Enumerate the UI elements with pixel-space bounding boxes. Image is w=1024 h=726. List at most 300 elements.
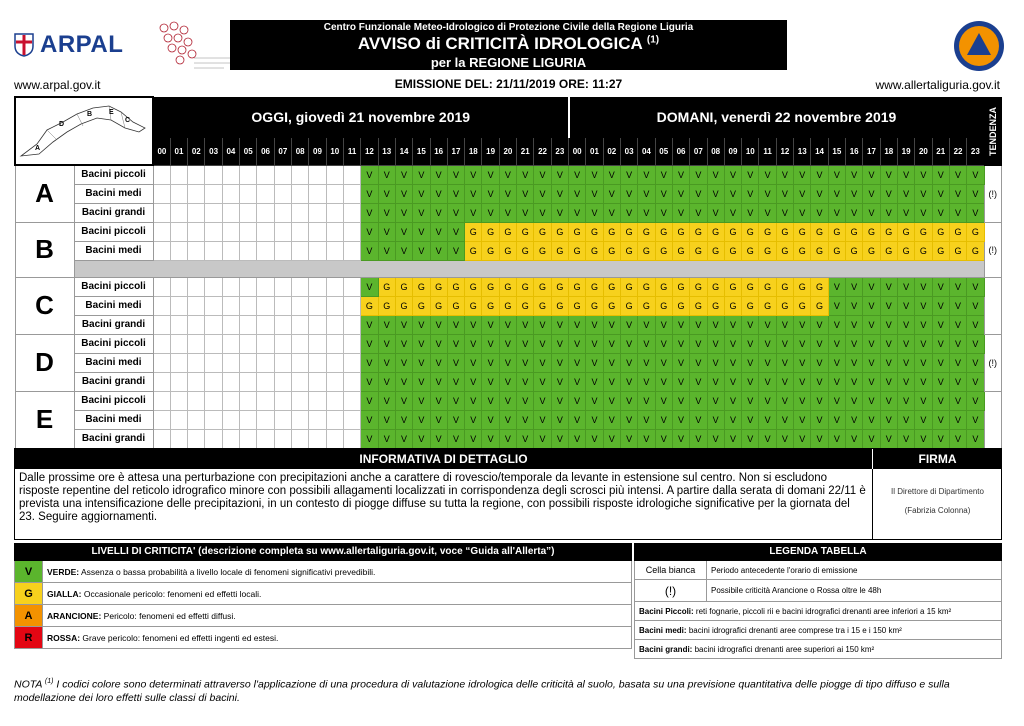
empty-cell xyxy=(326,391,343,410)
green-cell: V xyxy=(534,203,551,222)
green-cell: V xyxy=(690,165,707,184)
yellow-cell: G xyxy=(638,241,655,260)
zone-row xyxy=(15,353,1002,372)
zone-row xyxy=(15,391,1002,410)
table-day-header-row xyxy=(15,97,1002,138)
empty-cell xyxy=(240,296,257,315)
green-cell: V xyxy=(794,391,811,410)
green-cell: V xyxy=(378,315,395,334)
hour-cell: 05 xyxy=(240,138,257,165)
empty-cell xyxy=(222,241,239,260)
green-cell: V xyxy=(465,184,482,203)
hour-cell: 13 xyxy=(378,138,395,165)
empty-cell xyxy=(205,410,222,429)
trend-cell-c xyxy=(984,277,1002,334)
header-line1: Centro Funzionale Meteo-Idrologico di Protezione Civile della Regione Liguria xyxy=(323,22,694,33)
green-cell: V xyxy=(967,184,984,203)
yellow-cell: G xyxy=(638,296,655,315)
map-letter: C xyxy=(125,117,131,124)
green-cell: V xyxy=(811,410,828,429)
green-cell: V xyxy=(949,296,966,315)
green-cell: V xyxy=(378,203,395,222)
green-cell: V xyxy=(447,334,464,353)
empty-cell xyxy=(188,410,205,429)
green-cell: V xyxy=(534,165,551,184)
hour-cell: 13 xyxy=(794,138,811,165)
empty-cell xyxy=(153,222,170,241)
green-cell: V xyxy=(846,203,863,222)
green-cell: V xyxy=(880,334,897,353)
green-cell: V xyxy=(863,184,880,203)
green-cell: V xyxy=(482,353,499,372)
hour-cell: 20 xyxy=(915,138,932,165)
yellow-cell: G xyxy=(638,222,655,241)
yellow-cell: G xyxy=(759,222,776,241)
yellow-cell: G xyxy=(413,277,430,296)
empty-cell xyxy=(222,296,239,315)
green-cell: V xyxy=(794,184,811,203)
green-cell: V xyxy=(378,241,395,260)
green-cell: V xyxy=(395,410,412,429)
green-cell: V xyxy=(499,410,516,429)
green-cell: V xyxy=(776,372,793,391)
yellow-cell: G xyxy=(620,277,637,296)
empty-cell xyxy=(240,372,257,391)
green-cell: V xyxy=(620,334,637,353)
green-cell: V xyxy=(707,353,724,372)
zone-separator-row xyxy=(15,260,1002,277)
yellow-cell: G xyxy=(690,241,707,260)
green-cell: V xyxy=(638,184,655,203)
green-cell: V xyxy=(880,429,897,448)
green-cell: V xyxy=(413,315,430,334)
green-cell: V xyxy=(690,184,707,203)
yellow-cell: G xyxy=(863,241,880,260)
green-cell: V xyxy=(517,372,534,391)
green-cell: V xyxy=(395,334,412,353)
green-cell: V xyxy=(586,165,603,184)
empty-cell xyxy=(170,222,187,241)
green-cell: V xyxy=(655,391,672,410)
legend-row-large xyxy=(634,640,1002,659)
yellow-cell: G xyxy=(517,296,534,315)
green-cell: V xyxy=(413,353,430,372)
green-cell: V xyxy=(724,334,741,353)
yellow-cell: G xyxy=(707,277,724,296)
green-cell: V xyxy=(499,429,516,448)
yellow-cell: G xyxy=(967,222,984,241)
green-cell: V xyxy=(465,410,482,429)
green-cell: V xyxy=(724,372,741,391)
yellow-cell: G xyxy=(499,222,516,241)
empty-cell xyxy=(309,277,326,296)
green-cell: V xyxy=(967,391,984,410)
green-cell: V xyxy=(517,410,534,429)
green-cell: V xyxy=(707,334,724,353)
header-title-box xyxy=(230,20,787,70)
green-cell: V xyxy=(880,203,897,222)
signature-box xyxy=(872,469,1002,540)
liguria-zone-map xyxy=(15,97,153,165)
empty-cell xyxy=(188,296,205,315)
legend-row-medium xyxy=(634,621,1002,640)
green-cell: V xyxy=(932,165,949,184)
green-cell: V xyxy=(897,429,914,448)
empty-cell xyxy=(257,315,274,334)
green-cell: V xyxy=(811,334,828,353)
level-swatch: R xyxy=(15,627,43,648)
empty-cell xyxy=(153,203,170,222)
green-cell: V xyxy=(603,184,620,203)
empty-cell xyxy=(170,241,187,260)
yellow-cell: G xyxy=(690,296,707,315)
green-cell: V xyxy=(447,391,464,410)
legend-key-white: Cella bianca xyxy=(635,561,707,579)
yellow-cell: G xyxy=(742,277,759,296)
arpal-url[interactable]: www.arpal.gov.it xyxy=(14,78,101,92)
green-cell: V xyxy=(915,334,932,353)
yellow-cell: G xyxy=(482,222,499,241)
green-cell: V xyxy=(551,184,568,203)
basin-label: Bacini piccoli xyxy=(74,222,153,241)
footnote xyxy=(14,675,1004,705)
green-cell: V xyxy=(465,372,482,391)
empty-cell xyxy=(257,222,274,241)
green-cell: V xyxy=(794,429,811,448)
green-cell: V xyxy=(707,203,724,222)
basin-label: Bacini grandi xyxy=(74,429,153,448)
empty-cell xyxy=(188,334,205,353)
green-cell: V xyxy=(603,315,620,334)
green-cell: V xyxy=(482,391,499,410)
green-cell: V xyxy=(690,353,707,372)
empty-cell xyxy=(309,315,326,334)
level-description xyxy=(43,583,261,604)
green-cell: V xyxy=(846,429,863,448)
page-title: AVVISO di CRITICITÀ IDROLOGICA $^{(1)}$ xyxy=(357,34,660,53)
empty-cell xyxy=(170,429,187,448)
green-cell: V xyxy=(499,184,516,203)
empty-cell xyxy=(153,372,170,391)
green-cell: V xyxy=(447,184,464,203)
hour-cell: 06 xyxy=(672,138,689,165)
empty-cell xyxy=(222,184,239,203)
signature-name: (Fabrizia Colonna) xyxy=(904,506,971,515)
green-cell: V xyxy=(430,429,447,448)
yellow-cell: G xyxy=(707,241,724,260)
hour-cell: 00 xyxy=(153,138,170,165)
green-cell: V xyxy=(707,165,724,184)
green-cell: V xyxy=(932,372,949,391)
yellow-cell: G xyxy=(499,296,516,315)
green-cell: V xyxy=(949,184,966,203)
empty-cell xyxy=(292,165,309,184)
green-cell: V xyxy=(569,165,586,184)
empty-cell xyxy=(257,391,274,410)
green-cell: V xyxy=(897,372,914,391)
green-cell: V xyxy=(361,184,378,203)
green-cell: V xyxy=(897,165,914,184)
green-cell: V xyxy=(759,315,776,334)
hour-cell: 04 xyxy=(222,138,239,165)
empty-cell xyxy=(222,165,239,184)
zone-row xyxy=(15,165,1002,184)
empty-cell xyxy=(170,315,187,334)
empty-cell xyxy=(205,372,222,391)
green-cell: V xyxy=(811,429,828,448)
empty-cell xyxy=(240,334,257,353)
green-cell: V xyxy=(534,353,551,372)
green-cell: V xyxy=(915,203,932,222)
level-row-g xyxy=(14,583,632,605)
yellow-cell: G xyxy=(447,277,464,296)
green-cell: V xyxy=(638,334,655,353)
level-row-r xyxy=(14,627,632,649)
empty-cell xyxy=(326,334,343,353)
hour-cell: 04 xyxy=(638,138,655,165)
empty-cell xyxy=(274,410,291,429)
green-cell: V xyxy=(569,184,586,203)
level-swatch: G xyxy=(15,583,43,604)
empty-cell xyxy=(240,277,257,296)
levels-legend xyxy=(14,543,632,649)
empty-cell xyxy=(326,315,343,334)
green-cell: V xyxy=(759,184,776,203)
info-section xyxy=(14,448,1002,540)
empty-cell xyxy=(205,184,222,203)
yellow-cell: G xyxy=(569,296,586,315)
level-name: ARANCIONE: xyxy=(47,611,102,621)
green-cell: V xyxy=(603,372,620,391)
green-cell: V xyxy=(655,410,672,429)
zone-row xyxy=(15,277,1002,296)
green-cell: V xyxy=(465,334,482,353)
empty-cell xyxy=(205,277,222,296)
arpal-logo-text: ARPAL xyxy=(40,31,124,58)
green-cell: V xyxy=(742,203,759,222)
hour-cell: 10 xyxy=(326,138,343,165)
green-cell: V xyxy=(672,334,689,353)
green-cell: V xyxy=(828,353,845,372)
green-cell: V xyxy=(967,410,984,429)
green-cell: V xyxy=(742,429,759,448)
green-cell: V xyxy=(430,372,447,391)
green-cell: V xyxy=(690,429,707,448)
empty-cell xyxy=(309,391,326,410)
green-cell: V xyxy=(361,277,378,296)
green-cell: V xyxy=(482,334,499,353)
green-cell: V xyxy=(620,315,637,334)
green-cell: V xyxy=(655,184,672,203)
green-cell: V xyxy=(897,353,914,372)
green-cell: V xyxy=(794,203,811,222)
yellow-cell: G xyxy=(603,277,620,296)
zone-letter-c: C xyxy=(15,277,74,334)
legend-row-small xyxy=(634,602,1002,621)
hour-cell: 22 xyxy=(949,138,966,165)
green-cell: V xyxy=(794,165,811,184)
green-cell: V xyxy=(430,165,447,184)
yellow-cell: G xyxy=(655,296,672,315)
allertaliguria-url[interactable]: www.allertaliguria.gov.it xyxy=(875,78,1000,92)
green-cell: V xyxy=(517,334,534,353)
green-cell: V xyxy=(517,353,534,372)
empty-cell xyxy=(274,296,291,315)
map-letter: E xyxy=(109,109,114,116)
green-cell: V xyxy=(828,429,845,448)
empty-cell xyxy=(257,334,274,353)
level-row-a xyxy=(14,605,632,627)
yellow-cell: G xyxy=(846,241,863,260)
basin-label: Bacini piccoli xyxy=(74,165,153,184)
green-cell: V xyxy=(430,353,447,372)
empty-cell xyxy=(309,241,326,260)
green-cell: V xyxy=(828,203,845,222)
green-cell: V xyxy=(447,241,464,260)
yellow-cell: G xyxy=(551,296,568,315)
trend-cell-b: (!) xyxy=(984,222,1002,277)
green-cell: V xyxy=(863,165,880,184)
empty-cell xyxy=(205,241,222,260)
empty-cell xyxy=(153,277,170,296)
green-cell: V xyxy=(759,353,776,372)
green-cell: V xyxy=(361,315,378,334)
green-cell: V xyxy=(378,334,395,353)
yellow-cell: G xyxy=(724,296,741,315)
green-cell: V xyxy=(932,203,949,222)
yellow-cell: G xyxy=(672,277,689,296)
empty-cell xyxy=(309,372,326,391)
empty-cell xyxy=(222,222,239,241)
green-cell: V xyxy=(828,165,845,184)
empty-cell xyxy=(257,203,274,222)
hour-cell: 14 xyxy=(395,138,412,165)
zone-separator xyxy=(74,260,984,277)
green-cell: V xyxy=(413,203,430,222)
protezione-civile-logo xyxy=(953,20,1005,72)
empty-cell xyxy=(292,184,309,203)
level-text: Grave pericolo: fenomeni ed effetti ingenti ed estesi. xyxy=(80,633,279,643)
green-cell: V xyxy=(880,315,897,334)
green-cell: V xyxy=(361,410,378,429)
yellow-cell: G xyxy=(603,296,620,315)
level-text: Pericolo: fenomeni ed effetti diffusi. xyxy=(101,611,236,621)
green-cell: V xyxy=(447,315,464,334)
empty-cell xyxy=(170,203,187,222)
green-cell: V xyxy=(707,372,724,391)
yellow-cell: G xyxy=(655,277,672,296)
empty-cell xyxy=(188,391,205,410)
empty-cell xyxy=(309,353,326,372)
empty-cell xyxy=(170,296,187,315)
empty-cell xyxy=(222,429,239,448)
green-cell: V xyxy=(846,410,863,429)
empty-cell xyxy=(343,184,360,203)
empty-cell xyxy=(188,353,205,372)
green-cell: V xyxy=(551,315,568,334)
yellow-cell: G xyxy=(915,222,932,241)
empty-cell xyxy=(274,277,291,296)
level-row-v xyxy=(14,561,632,583)
green-cell: V xyxy=(551,372,568,391)
green-cell: V xyxy=(465,203,482,222)
green-cell: V xyxy=(707,184,724,203)
green-cell: V xyxy=(378,391,395,410)
yellow-cell: G xyxy=(517,241,534,260)
green-cell: V xyxy=(517,184,534,203)
yellow-cell: G xyxy=(586,241,603,260)
yellow-cell: G xyxy=(430,296,447,315)
empty-cell xyxy=(326,241,343,260)
legend-key-medium: Bacini medi: xyxy=(639,626,687,635)
green-cell: V xyxy=(551,410,568,429)
green-cell: V xyxy=(447,165,464,184)
yellow-cell: G xyxy=(690,277,707,296)
today-header: OGGI, giovedì 21 novembre 2019 xyxy=(153,97,569,138)
empty-cell xyxy=(274,334,291,353)
green-cell: V xyxy=(690,334,707,353)
empty-cell xyxy=(222,277,239,296)
level-name: VERDE: xyxy=(47,567,80,577)
empty-cell xyxy=(222,334,239,353)
yellow-cell: G xyxy=(517,277,534,296)
legend-row-white xyxy=(634,561,1002,580)
green-cell: V xyxy=(759,391,776,410)
empty-cell xyxy=(188,184,205,203)
green-cell: V xyxy=(811,353,828,372)
empty-cell xyxy=(292,315,309,334)
empty-cell xyxy=(222,203,239,222)
green-cell: V xyxy=(361,203,378,222)
yellow-cell: G xyxy=(551,241,568,260)
green-cell: V xyxy=(620,184,637,203)
empty-cell xyxy=(188,372,205,391)
green-cell: V xyxy=(551,203,568,222)
green-cell: V xyxy=(361,334,378,353)
green-cell: V xyxy=(378,353,395,372)
green-cell: V xyxy=(638,372,655,391)
hour-cell: 19 xyxy=(897,138,914,165)
level-description xyxy=(43,561,375,582)
empty-cell xyxy=(153,296,170,315)
green-cell: V xyxy=(620,429,637,448)
green-cell: V xyxy=(430,203,447,222)
level-name: GIALLA: xyxy=(47,589,82,599)
green-cell: V xyxy=(430,241,447,260)
green-cell: V xyxy=(534,429,551,448)
green-cell: V xyxy=(655,372,672,391)
hour-cell: 21 xyxy=(517,138,534,165)
yellow-cell: G xyxy=(447,296,464,315)
yellow-cell: G xyxy=(586,296,603,315)
green-cell: V xyxy=(395,353,412,372)
green-cell: V xyxy=(430,410,447,429)
empty-cell xyxy=(343,296,360,315)
green-cell: V xyxy=(378,372,395,391)
yellow-cell: G xyxy=(794,296,811,315)
yellow-cell: G xyxy=(759,241,776,260)
green-cell: V xyxy=(361,391,378,410)
green-cell: V xyxy=(378,222,395,241)
green-cell: V xyxy=(846,391,863,410)
green-cell: V xyxy=(413,334,430,353)
green-cell: V xyxy=(932,334,949,353)
hour-cell: 09 xyxy=(309,138,326,165)
green-cell: V xyxy=(863,277,880,296)
green-cell: V xyxy=(361,241,378,260)
green-cell: V xyxy=(690,410,707,429)
green-cell: V xyxy=(413,429,430,448)
